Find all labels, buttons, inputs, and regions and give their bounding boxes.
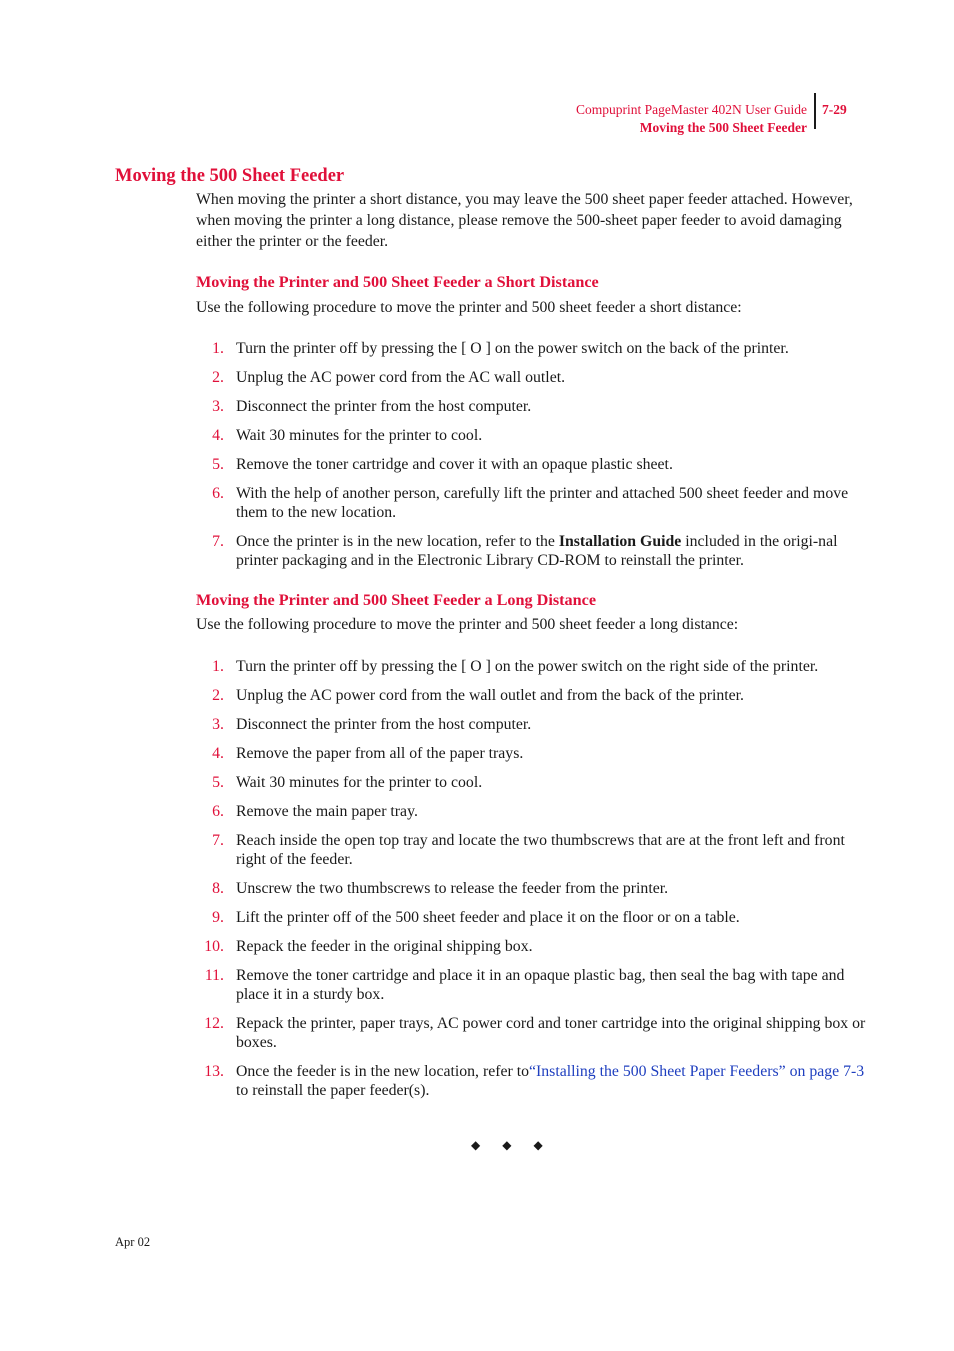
step-number: 1. [212,340,224,357]
step-text: included in the origi-nal printer packaging and in the Electronic Library CD-ROM to reinstall the printer. [236,533,838,569]
step-text: Turn the printer off by pressing the [ O ] on the power switch on the back of the printer. [236,340,789,357]
step-text: Disconnect the printer from the host computer. [236,398,532,415]
long-distance-lead: Use the following procedure to move the printer and 500 sheet feeder a long distance: [196,616,739,633]
step-text: Remove the main paper tray. [236,803,418,820]
list-item [196,455,868,474]
step-number: 12. [204,1015,224,1032]
page-number: 7-29 [822,102,847,117]
short-distance-steps [196,339,868,570]
step-number: 2. [212,369,224,386]
step-number: 7. [212,832,224,849]
list-item [196,484,868,522]
step-text: Unplug the AC power cord from the AC wall outlet. [236,369,566,386]
header-doc-title: Compuprint PageMaster 402N User Guide [576,102,807,117]
step-number: 10. [204,938,224,955]
list-item [196,802,868,821]
header-section-title: Moving the 500 Sheet Feeder [639,119,807,135]
step-number: 3. [212,398,224,415]
step-text: Disconnect the printer from the host computer. [236,716,532,733]
step-number: 6. [212,485,224,502]
list-item [196,657,868,676]
header-divider [814,93,816,129]
list-item [196,368,868,387]
installing-feeders-link[interactable]: “Installing the 500 Sheet Paper Feeders” on page 7-3 [529,1063,865,1080]
step-text: Unscrew the two thumbscrews to release the feeder from the printer. [236,880,669,897]
step-number: 11. [204,967,224,984]
list-item [196,744,868,763]
long-distance-steps [196,657,868,1100]
short-distance-lead: Use the following procedure to move the printer and 500 sheet feeder a short distance: [196,299,742,316]
step-number: 7. [212,533,224,550]
step-number: 5. [212,456,224,473]
step-number: 4. [212,427,224,444]
intro-paragraph: When moving the printer a short distance, you may leave the 500 sheet paper feeder attached. However, when moving the printer a long distance, please remove the 500-sheet paper feeder to avoid damaging either the printer or the feeder. [196,191,853,250]
list-item [196,966,868,1004]
list-item [196,397,868,416]
step-text: Turn the printer off by pressing the [ O ] on the power switch on the right side of the printer. [236,658,819,675]
page-title: Moving the 500 Sheet Feeder [115,166,345,186]
list-item [196,426,868,445]
list-item [196,773,868,792]
list-item [196,1062,868,1100]
step-text: Wait 30 minutes for the printer to cool. [236,774,483,791]
short-distance-heading: Moving the Printer and 500 Sheet Feeder a Short Distance [196,273,599,291]
step-number: 8. [212,880,224,897]
step-text: Reach inside the open top tray and locate the two thumbscrews that are at the front left and front right of the feeder. [236,832,845,868]
list-item [196,715,868,734]
step-text: Once the feeder is in the new location, refer to [236,1063,529,1080]
step-text: Repack the feeder in the original shipping box. [236,938,533,955]
step-number: 2. [212,687,224,704]
step-text: to reinstall the paper feeder(s). [236,1082,430,1099]
step-number: 9. [212,909,224,926]
installation-guide-ref: Installation Guide [558,533,682,550]
list-item [196,831,868,869]
list-item [196,937,868,956]
list-item [196,339,868,358]
step-number: 6. [212,803,224,820]
step-text: Unplug the AC power cord from the wall outlet and from the back of the printer. [236,687,744,704]
step-text: Repack the printer, paper trays, AC power cord and toner cartridge into the original shipping box or boxes. [236,1015,866,1051]
running-header [576,101,807,136]
list-item [196,686,868,705]
footer-date: Apr 02 [115,1235,151,1249]
step-text: Lift the printer off of the 500 sheet feeder and place it on the floor or on a table. [236,909,740,926]
step-number: 13. [204,1063,224,1080]
list-item [196,1014,868,1052]
section-end-diamonds: ◆◆◆ [471,1138,565,1152]
step-text: Once the printer is in the new location, refer to the [236,533,559,550]
step-number: 5. [212,774,224,791]
step-text: Remove the toner cartridge and cover it with an opaque plastic sheet. [236,456,673,473]
step-number: 1. [212,658,224,675]
step-number: 4. [212,745,224,762]
step-text: Remove the paper from all of the paper trays. [236,745,524,762]
step-text: Remove the toner cartridge and place it in an opaque plastic bag, then seal the bag with tape and place it in a sturdy box. [236,967,845,1003]
list-item [196,879,868,898]
step-text: Wait 30 minutes for the printer to cool. [236,427,483,444]
list-item [196,532,868,570]
list-item [196,908,868,927]
step-number: 3. [212,716,224,733]
long-distance-heading: Moving the Printer and 500 Sheet Feeder a Long Distance [196,591,597,609]
step-text: With the help of another person, carefully lift the printer and attached 500 sheet feeder and move them to the new location. [236,485,849,521]
